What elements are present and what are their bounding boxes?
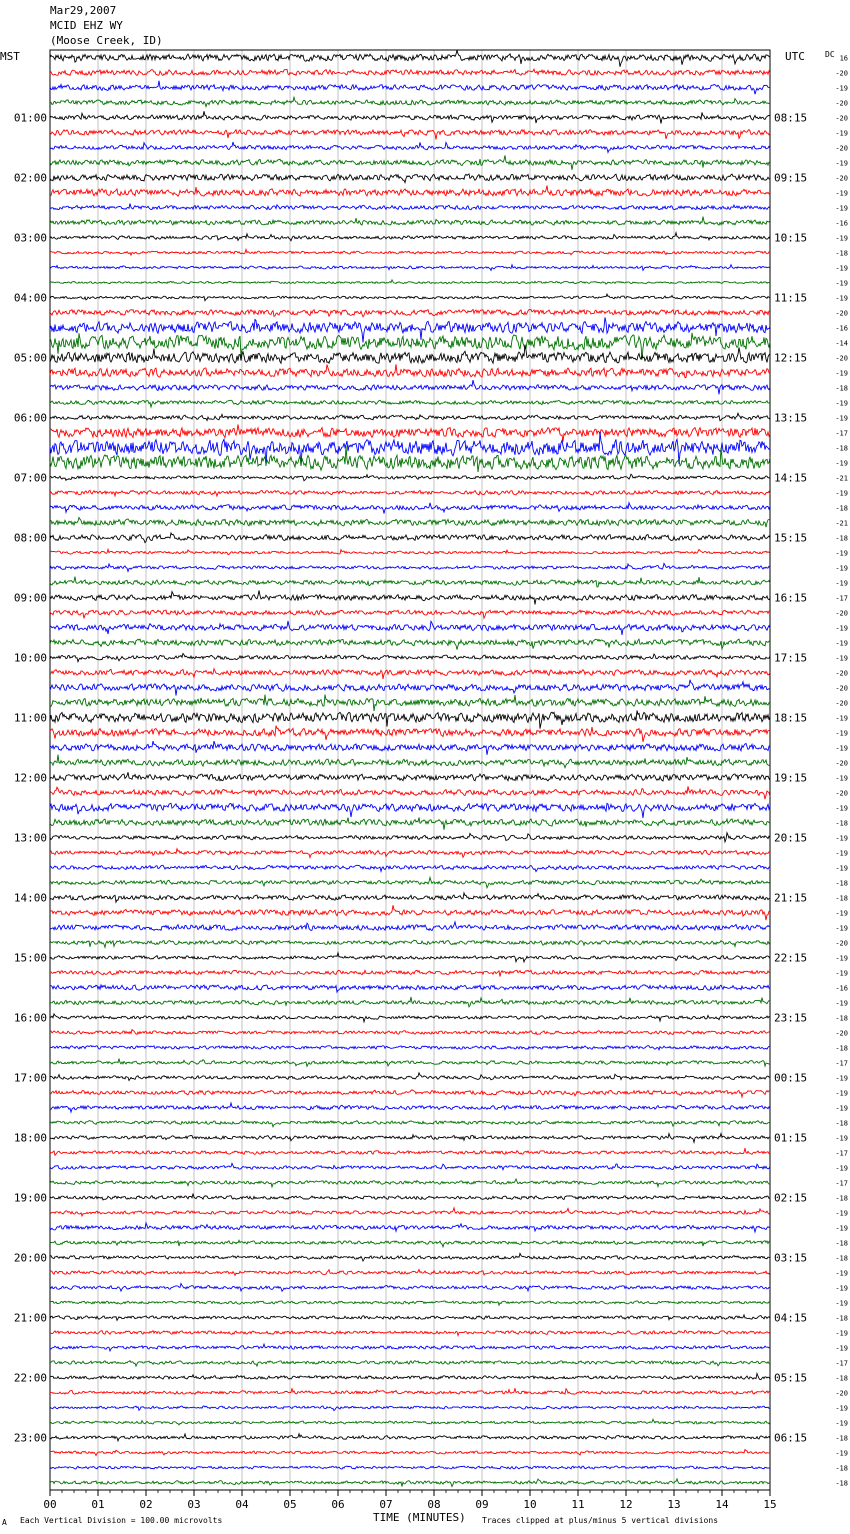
- dc-offset-label: -19: [835, 549, 848, 558]
- seismic-trace: [50, 591, 770, 605]
- seismic-trace: [50, 940, 770, 947]
- dc-offset-label: -18: [835, 1434, 848, 1443]
- seismic-trace: [50, 294, 770, 301]
- utc-hour-label: 10:15: [774, 231, 808, 245]
- utc-hour-label: 16:15: [774, 591, 808, 605]
- seismic-trace: [50, 755, 770, 768]
- dc-offset-label: -19: [835, 1329, 848, 1338]
- dc-offset-label: -18: [835, 1314, 848, 1323]
- utc-hour-label: 20:15: [774, 831, 808, 845]
- dc-offset-label: -16: [835, 324, 848, 333]
- seismic-trace: [50, 865, 770, 871]
- seismic-trace: [50, 155, 770, 170]
- seismic-trace: [50, 186, 770, 197]
- dc-offset-label: -18: [835, 444, 848, 453]
- seismic-trace: [50, 877, 770, 887]
- seismic-trace: [50, 905, 770, 920]
- seismic-trace: [50, 1315, 770, 1320]
- utc-hour-label: 09:15: [774, 171, 808, 185]
- utc-hour-label: 14:15: [774, 471, 808, 485]
- seismic-trace: [50, 1419, 770, 1425]
- dc-offset-label: -20: [835, 69, 848, 78]
- seismic-trace: [50, 1450, 770, 1456]
- seismic-trace: [50, 1163, 770, 1169]
- dc-offset-label: -17: [835, 429, 848, 438]
- x-tick-label: 15: [763, 1498, 777, 1511]
- utc-hour-label: 05:15: [774, 1371, 808, 1385]
- dc-offset-label: -19: [835, 1419, 848, 1428]
- seismic-trace: [50, 577, 770, 587]
- utc-hour-label: 15:15: [774, 531, 808, 545]
- dc-offset-label: -19: [835, 969, 848, 978]
- dc-offset-label: -18: [835, 1479, 848, 1488]
- corner-mark: A: [2, 1518, 7, 1527]
- dc-offset-label: -19: [835, 279, 848, 288]
- seismic-trace: [50, 711, 770, 729]
- seismic-trace: [50, 249, 770, 255]
- seismic-trace: [50, 1344, 770, 1351]
- seismic-trace: [50, 233, 770, 241]
- x-tick-label: 07: [379, 1498, 393, 1511]
- utc-hour-label: 18:15: [774, 711, 808, 725]
- dc-offset-label: -20: [835, 1029, 848, 1038]
- seismic-trace: [50, 1090, 770, 1097]
- dc-offset-label: -19: [835, 954, 848, 963]
- mst-hour-label: 21:00: [13, 1311, 47, 1325]
- dc-offset-label: -19: [835, 264, 848, 273]
- utc-hour-label: 01:15: [774, 1131, 808, 1145]
- seismic-trace: [50, 265, 770, 271]
- x-tick-label: 05: [283, 1498, 297, 1511]
- dc-offset-label: -17: [835, 1359, 848, 1368]
- dc-offset-label: -19: [835, 564, 848, 573]
- dc-offset-label: -20: [835, 144, 848, 153]
- dc-offset-label: -20: [835, 1389, 848, 1398]
- utc-hour-label: 21:15: [774, 891, 808, 905]
- dc-offset-label: -21: [835, 474, 848, 483]
- dc-offset-label: -20: [835, 99, 848, 108]
- dc-offset-label: -20: [835, 354, 848, 363]
- seismic-trace: [50, 1046, 770, 1050]
- dc-offset-header: DC: [825, 50, 835, 59]
- dc-offset-label: -19: [835, 909, 848, 918]
- seismic-trace: [50, 1330, 770, 1335]
- dc-offset-label: -19: [835, 804, 848, 813]
- dc-offset-label: -19: [835, 1089, 848, 1098]
- seismic-trace: [50, 1434, 770, 1441]
- seismic-trace: [50, 563, 770, 571]
- x-axis-title: TIME (MINUTES): [373, 1511, 466, 1524]
- dc-offset-label: -19: [835, 1404, 848, 1413]
- dc-offset-label: -17: [835, 1059, 848, 1068]
- dc-offset-label: -19: [835, 774, 848, 783]
- scale-note: Each Vertical Division = 100.00 microvolts: [20, 1516, 223, 1525]
- seismic-trace: [50, 1284, 770, 1292]
- x-tick-label: 00: [43, 1498, 57, 1511]
- seismic-trace: [50, 621, 770, 635]
- mst-hour-label: 08:00: [13, 531, 47, 545]
- seismic-trace: [50, 490, 770, 496]
- seismic-trace: [50, 533, 770, 543]
- seismic-trace: [50, 1301, 770, 1305]
- mst-hour-label: 01:00: [13, 111, 47, 125]
- dc-offset-label: 16: [839, 54, 848, 63]
- seismic-trace: [50, 997, 770, 1007]
- utc-hour-label: 03:15: [774, 1251, 808, 1265]
- dc-offset-label: -18: [835, 384, 848, 393]
- mst-hour-label: 16:00: [13, 1011, 47, 1025]
- dc-offset-label: -19: [835, 459, 848, 468]
- dc-offset-label: -19: [835, 369, 848, 378]
- dc-offset-label: -16: [835, 219, 848, 228]
- dc-offset-label: -18: [835, 819, 848, 828]
- utc-hour-label: 22:15: [774, 951, 808, 965]
- dc-offset-label: -18: [835, 1374, 848, 1383]
- utc-hour-label: 11:15: [774, 291, 808, 305]
- dc-offset-label: -17: [835, 1149, 848, 1158]
- seismic-trace: [50, 380, 770, 394]
- location-label: (Moose Creek, ID): [50, 34, 163, 47]
- mst-hour-label: 11:00: [13, 711, 47, 725]
- seismic-trace: [50, 446, 770, 472]
- seismic-trace: [50, 1014, 770, 1022]
- dc-offset-label: -18: [835, 504, 848, 513]
- seismic-trace: [50, 1194, 770, 1200]
- clip-note: Traces clipped at plus/minus 5 vertical divisions: [482, 1516, 719, 1525]
- seismic-trace: [50, 424, 770, 441]
- dc-offset-label: -19: [835, 294, 848, 303]
- seismic-trace: [50, 474, 770, 481]
- utc-axis-label: UTC: [785, 50, 805, 63]
- seismic-trace: [50, 1148, 770, 1155]
- x-tick-label: 03: [187, 1498, 201, 1511]
- dc-offset-label: -18: [835, 1254, 848, 1263]
- dc-offset-label: -19: [835, 204, 848, 213]
- utc-hour-label: 00:15: [774, 1071, 808, 1085]
- seismic-trace: [50, 803, 770, 818]
- seismic-trace: [50, 142, 770, 152]
- seismic-trace: [50, 953, 770, 962]
- mst-hour-label: 12:00: [13, 771, 47, 785]
- dc-offset-label: -19: [835, 1284, 848, 1293]
- mst-hour-label: 22:00: [13, 1371, 47, 1385]
- seismic-trace: [50, 695, 770, 711]
- dc-offset-label: -18: [835, 1239, 848, 1248]
- seismic-trace: [50, 680, 770, 696]
- seismic-trace: [50, 1223, 770, 1232]
- dc-offset-label: -20: [835, 114, 848, 123]
- dc-offset-label: -19: [835, 729, 848, 738]
- x-tick-label: 12: [619, 1498, 633, 1511]
- seismic-trace: [50, 280, 770, 284]
- seismic-trace: [50, 786, 770, 799]
- dc-offset-label: -19: [835, 399, 848, 408]
- dc-offset-label: -19: [835, 129, 848, 138]
- mst-hour-label: 06:00: [13, 411, 47, 425]
- seismic-trace: [50, 310, 770, 317]
- seismic-trace: [50, 1179, 770, 1187]
- seismic-trace: [50, 69, 770, 75]
- mst-hour-label: 18:00: [13, 1131, 47, 1145]
- dc-offset-label: -19: [835, 1134, 848, 1143]
- dc-offset-label: -20: [835, 684, 848, 693]
- dc-offset-label: -18: [835, 1014, 848, 1023]
- seismic-trace: [50, 503, 770, 514]
- utc-hour-label: 04:15: [774, 1311, 808, 1325]
- dc-offset-label: -20: [835, 759, 848, 768]
- dc-offset-label: -19: [835, 924, 848, 933]
- seismic-trace: [50, 818, 770, 830]
- seismic-trace: [50, 1103, 770, 1112]
- seismic-trace: [50, 741, 770, 755]
- mst-hour-label: 07:00: [13, 471, 47, 485]
- dc-offset-label: -16: [835, 984, 848, 993]
- seismic-trace: [50, 1121, 770, 1127]
- mst-hour-label: 20:00: [13, 1251, 47, 1265]
- dc-offset-label: -17: [835, 594, 848, 603]
- seismic-trace: [50, 174, 770, 183]
- seismic-trace: [50, 130, 770, 140]
- dc-offset-label: -19: [835, 1104, 848, 1113]
- seismic-trace: [50, 669, 770, 679]
- mst-hour-label: 19:00: [13, 1191, 47, 1205]
- seismic-trace: [50, 50, 770, 67]
- dc-offset-label: -20: [835, 309, 848, 318]
- dc-offset-label: -19: [835, 654, 848, 663]
- dc-offset-label: -18: [835, 249, 848, 258]
- dc-offset-label: -18: [835, 534, 848, 543]
- dc-offset-label: -20: [835, 789, 848, 798]
- seismic-trace: [50, 1361, 770, 1366]
- utc-hour-label: 08:15: [774, 111, 808, 125]
- mst-hour-label: 05:00: [13, 351, 47, 365]
- time-axis: [43, 1490, 776, 1511]
- x-tick-label: 11: [571, 1498, 585, 1511]
- seismic-trace: [50, 970, 770, 976]
- dc-offset-label: -18: [835, 1119, 848, 1128]
- seismic-trace: [50, 610, 770, 618]
- dc-offset-label: -19: [835, 834, 848, 843]
- dc-offset-label: -19: [835, 864, 848, 873]
- x-tick-label: 04: [235, 1498, 249, 1511]
- mst-axis-label: MST: [0, 50, 20, 63]
- dc-offset-label: -19: [835, 414, 848, 423]
- seismic-trace: [50, 81, 770, 95]
- seismic-trace: [50, 345, 770, 364]
- dc-offset-label: -19: [835, 234, 848, 243]
- mst-hour-label: 04:00: [13, 291, 47, 305]
- dc-offset-label: -19: [835, 1449, 848, 1458]
- mst-hour-label: 02:00: [13, 171, 47, 185]
- dc-offset-label: -20: [835, 174, 848, 183]
- seismic-trace: [50, 1270, 770, 1276]
- seismic-trace: [50, 922, 770, 931]
- seismic-trace: [50, 413, 770, 421]
- x-tick-label: 13: [667, 1498, 681, 1511]
- x-tick-label: 14: [715, 1498, 729, 1511]
- dc-offset-label: -18: [835, 1464, 848, 1473]
- dc-offset-label: -17: [835, 1179, 848, 1188]
- seismic-trace: [50, 1388, 770, 1394]
- seismic-trace: [50, 217, 770, 226]
- x-tick-label: 06: [331, 1498, 345, 1511]
- dc-offset-label: -19: [835, 1269, 848, 1278]
- dc-offset-label: -19: [835, 1074, 848, 1083]
- dc-offset-label: -19: [835, 189, 848, 198]
- dc-offset-label: -19: [835, 1209, 848, 1218]
- mst-hour-label: 14:00: [13, 891, 47, 905]
- seismic-trace: [50, 549, 770, 554]
- x-tick-label: 10: [523, 1498, 537, 1511]
- utc-hour-label: 23:15: [774, 1011, 808, 1025]
- seismic-trace: [50, 893, 770, 902]
- seismic-trace: [50, 97, 770, 106]
- dc-offset-label: -21: [835, 519, 848, 528]
- dc-offset-label: -20: [835, 669, 848, 678]
- dc-offset-label: -19: [835, 489, 848, 498]
- dc-offset-label: -19: [835, 999, 848, 1008]
- seismic-trace: [50, 985, 770, 992]
- utc-hour-label: 17:15: [774, 651, 808, 665]
- seismic-trace: [50, 364, 770, 377]
- seismic-trace: [50, 1466, 770, 1469]
- dc-offset-label: -19: [835, 84, 848, 93]
- seismic-trace: [50, 639, 770, 650]
- utc-hour-label: 06:15: [774, 1431, 808, 1445]
- seismic-trace: [50, 400, 770, 407]
- seismic-trace: [50, 1406, 770, 1411]
- seismic-trace: [50, 333, 770, 360]
- seismic-trace: [50, 1208, 770, 1216]
- mst-hour-label: 17:00: [13, 1071, 47, 1085]
- x-tick-label: 02: [139, 1498, 153, 1511]
- utc-hour-label: 13:15: [774, 411, 808, 425]
- dc-offset-label: -18: [835, 894, 848, 903]
- utc-hour-label: 12:15: [774, 351, 808, 365]
- dc-offset-label: -19: [835, 1164, 848, 1173]
- mst-hour-label: 13:00: [13, 831, 47, 845]
- dc-offset-label: -19: [835, 1224, 848, 1233]
- mst-hour-label: 15:00: [13, 951, 47, 965]
- dc-offset-label: -19: [835, 159, 848, 168]
- dc-offset-label: -20: [835, 699, 848, 708]
- seismic-trace: [50, 1374, 770, 1380]
- dc-offset-label: -19: [835, 579, 848, 588]
- seismic-trace: [50, 772, 770, 781]
- dc-offset-label: -18: [835, 1194, 848, 1203]
- dc-offset-label: -14: [835, 339, 848, 348]
- seismic-trace: [50, 849, 770, 858]
- utc-hour-label: 19:15: [774, 771, 808, 785]
- mst-hour-label: 09:00: [13, 591, 47, 605]
- seismic-trace: [50, 1134, 770, 1143]
- dc-offset-label: -18: [835, 879, 848, 888]
- x-tick-label: 01: [91, 1498, 105, 1511]
- station-label: MCID EHZ WY: [50, 19, 123, 32]
- date-label: Mar29,2007: [50, 4, 117, 17]
- dc-offset-label: -20: [835, 939, 848, 948]
- seismic-traces: [50, 50, 770, 1486]
- seismic-trace: [50, 1253, 770, 1261]
- dc-offset-label: -18: [835, 1044, 848, 1053]
- dc-offset-label: -19: [835, 744, 848, 753]
- mst-hour-label: 23:00: [13, 1431, 47, 1445]
- seismic-trace: [50, 111, 770, 123]
- mst-hour-label: 03:00: [13, 231, 47, 245]
- dc-offset-label: -19: [835, 639, 848, 648]
- seismic-trace: [50, 654, 770, 662]
- dc-offset-label: -19: [835, 1299, 848, 1308]
- mst-hour-label: 10:00: [13, 651, 47, 665]
- dc-offset-label: -19: [835, 1344, 848, 1353]
- x-tick-label: 09: [475, 1498, 489, 1511]
- seismic-trace: [50, 204, 770, 210]
- seismic-trace: [50, 1059, 770, 1067]
- seismic-trace: [50, 1073, 770, 1081]
- dc-offset-label: -19: [835, 714, 848, 723]
- utc-hour-label: 02:15: [774, 1191, 808, 1205]
- seismic-trace: [50, 833, 770, 842]
- seismic-trace: [50, 1240, 770, 1247]
- seismic-trace: [50, 1479, 770, 1487]
- dc-offset-label: -20: [835, 609, 848, 618]
- x-tick-label: 08: [427, 1498, 441, 1511]
- seismic-trace: [50, 1030, 770, 1035]
- dc-offset-label: -19: [835, 849, 848, 858]
- seismic-trace: [50, 518, 770, 528]
- seismic-trace: [50, 726, 770, 742]
- dc-offset-label: -19: [835, 624, 848, 633]
